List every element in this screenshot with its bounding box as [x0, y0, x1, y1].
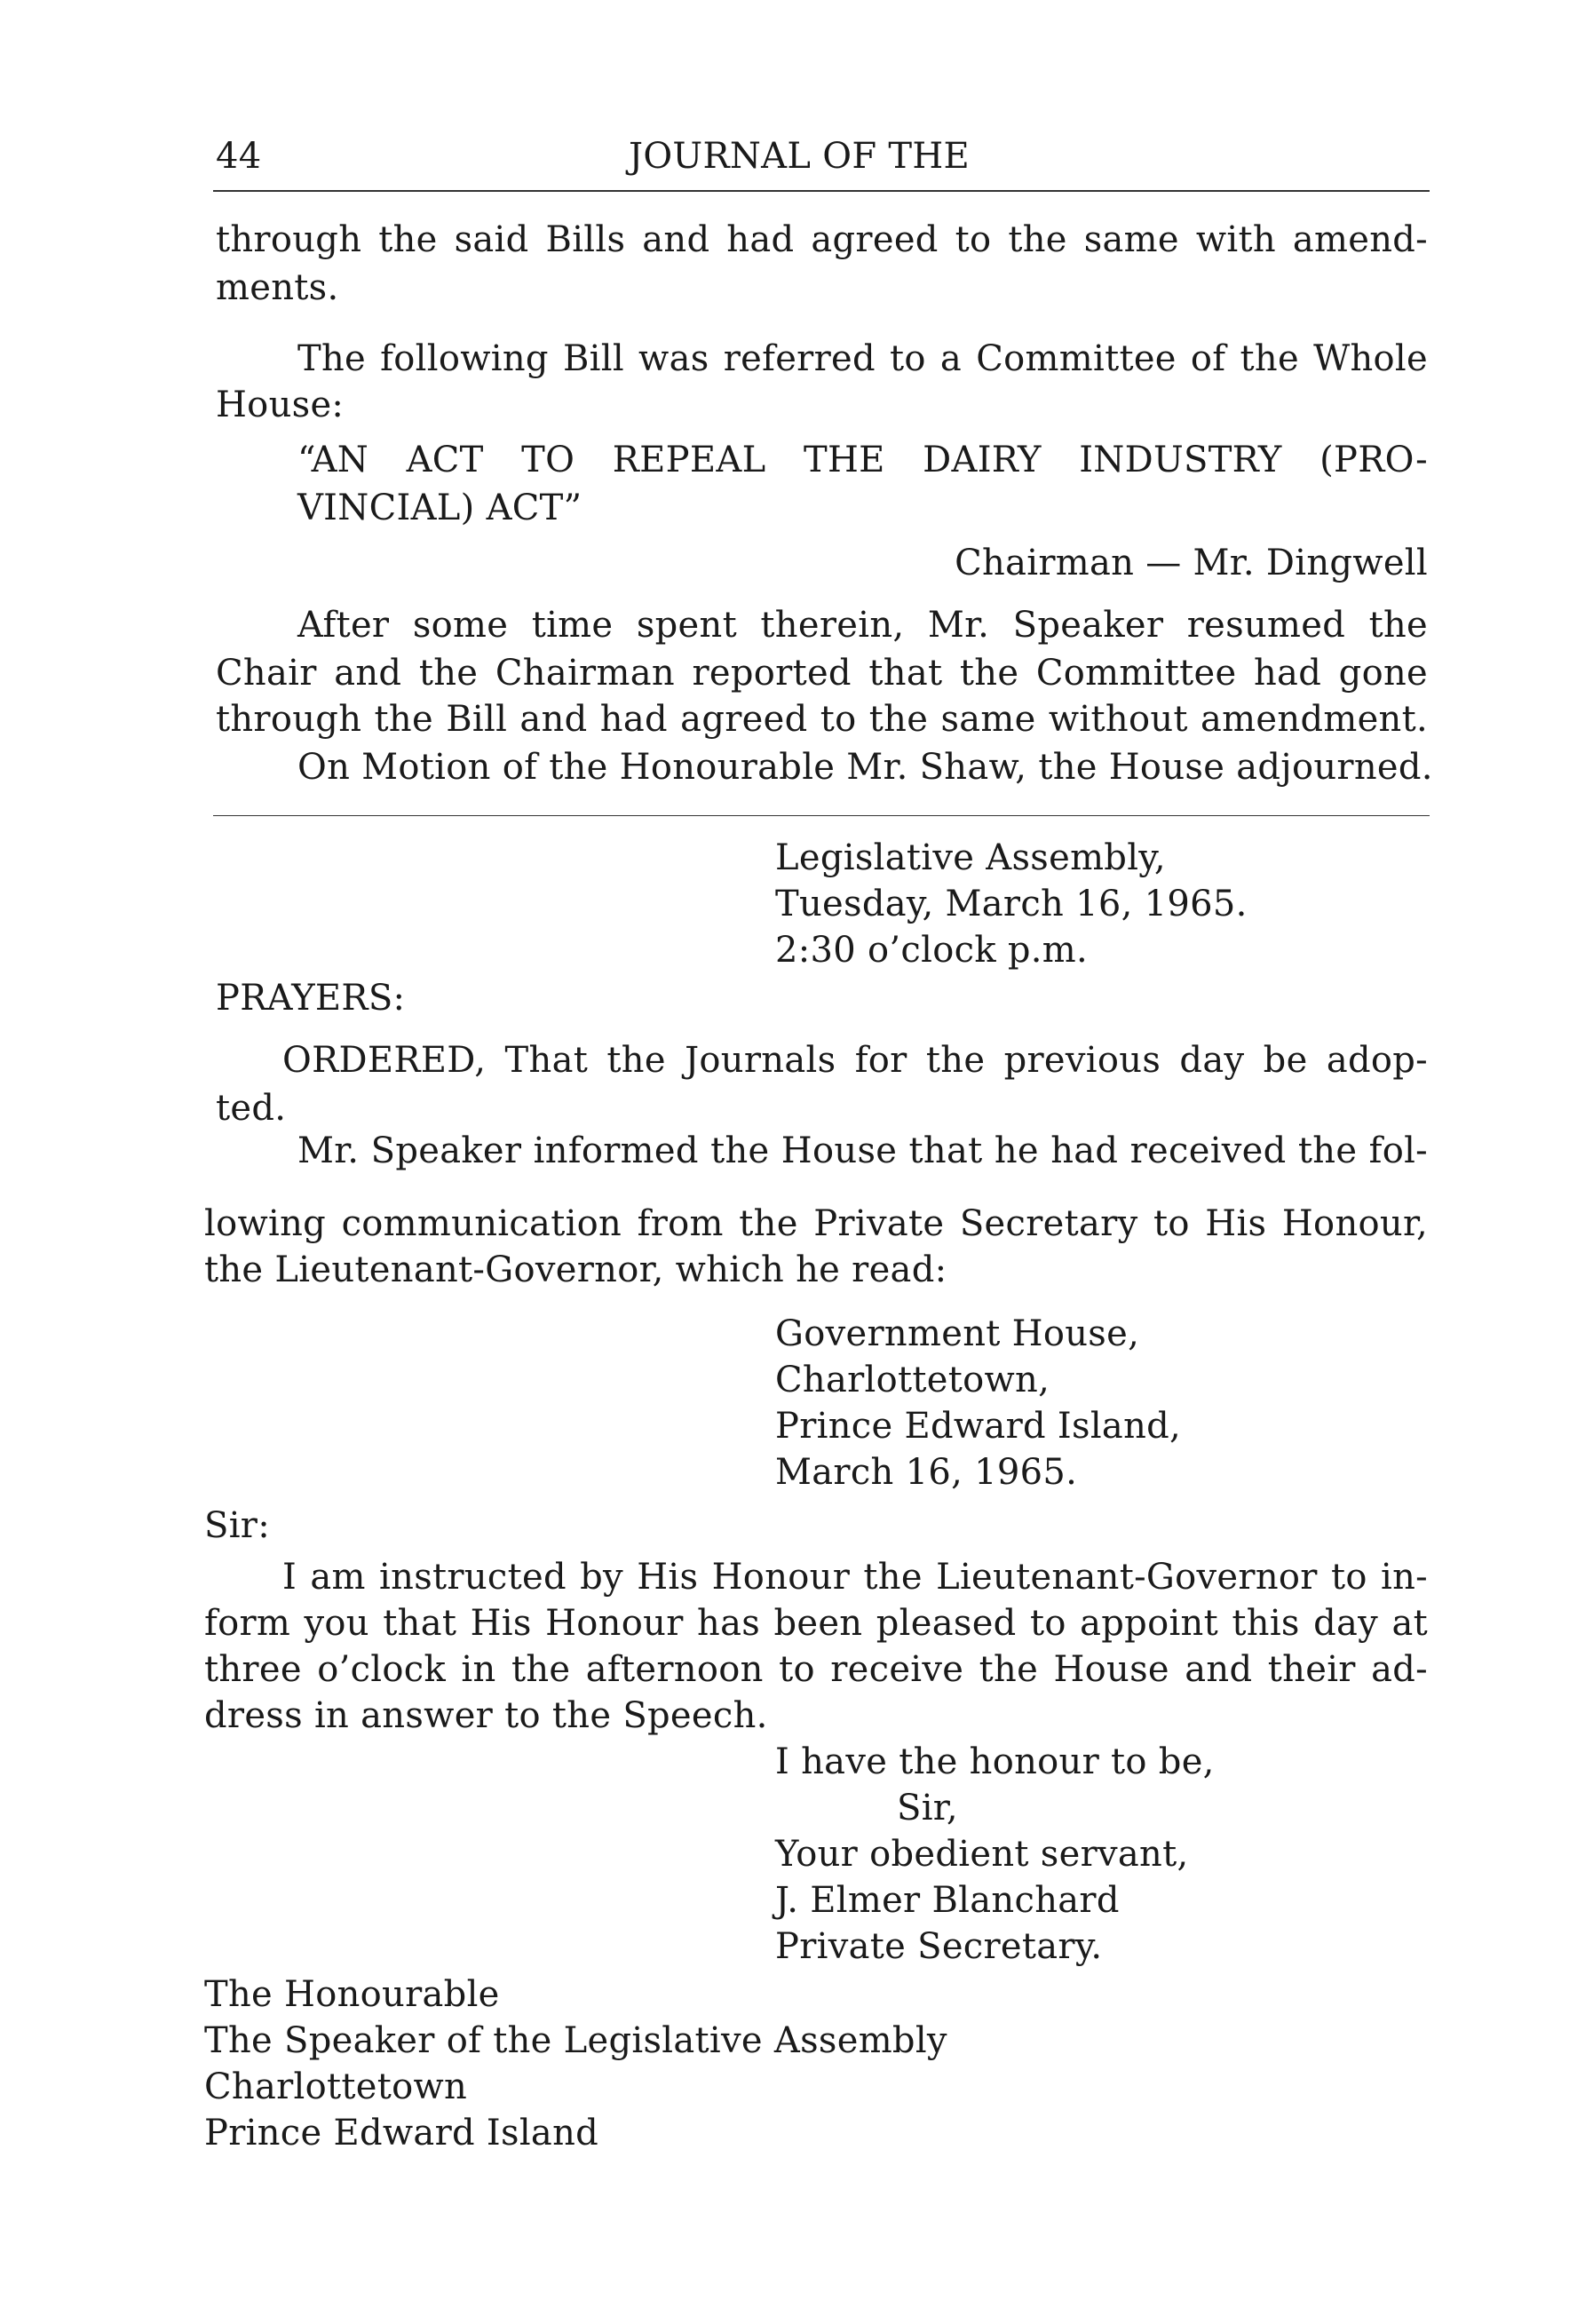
recipient-line: Charlottetown	[204, 2066, 468, 2107]
dateline: 2:30 o’clock p.m.	[775, 930, 1089, 971]
letter-address: Government House,	[775, 1313, 1140, 1354]
letter-line: form you that His Honour has been pleased to appoint this day at	[204, 1603, 1428, 1644]
chairman-line: Chairman — Mr. Dingwell	[955, 543, 1428, 583]
dateline: Tuesday, March 16, 1965.	[775, 884, 1248, 924]
recipient-line: Prince Edward Island	[204, 2113, 599, 2153]
section-rule	[213, 815, 1430, 816]
body-line: After some time spent therein, Mr. Speaker resumed the	[297, 605, 1428, 646]
body-line: Chair and the Chairman reported that the Committee had gone	[216, 653, 1428, 694]
page-number: 44	[216, 136, 262, 177]
running-title: JOURNAL OF THE	[629, 136, 971, 177]
body-line: ted.	[216, 1088, 287, 1129]
body-line: lowing communication from the Private Secretary to His Honour,	[204, 1203, 1428, 1244]
letter-address: Prince Edward Island,	[775, 1406, 1182, 1447]
closing-line: I have the honour to be,	[775, 1741, 1215, 1782]
closing-line: Sir,	[897, 1788, 958, 1828]
letter-address: March 16, 1965.	[775, 1452, 1078, 1493]
body-line: ments.	[216, 267, 339, 308]
body-line: through the Bill and had agreed to the same without amendment.	[216, 699, 1428, 740]
bill-title: “AN ACT TO REPEAL THE DAIRY INDUSTRY (PRO-	[297, 440, 1428, 480]
body-line: through the said Bills and had agreed to the same with amend-	[216, 219, 1428, 260]
body-line: The following Bill was referred to a Committee of the Whole	[297, 338, 1428, 379]
header-rule	[213, 190, 1430, 192]
letter-line: three o’clock in the afternoon to receive the House and their ad-	[204, 1649, 1428, 1690]
prayers-heading: PRAYERS:	[216, 978, 406, 1019]
recipient-line: The Speaker of the Legislative Assembly	[204, 2020, 947, 2061]
letter-line: I am instructed by His Honour the Lieutenant-Governor to in-	[282, 1557, 1428, 1598]
closing-line: Your obedient servant,	[775, 1834, 1189, 1875]
body-line: On Motion of the Honourable Mr. Shaw, the House adjourned.	[297, 747, 1433, 788]
bill-title: VINCIAL) ACT”	[297, 488, 582, 528]
letter-line: dress in answer to the Speech.	[204, 1695, 768, 1736]
signature-title: Private Secretary.	[775, 1926, 1103, 1967]
signature-name: J. Elmer Blanchard	[775, 1880, 1120, 1921]
body-line: House:	[216, 385, 345, 425]
salutation: Sir:	[204, 1505, 270, 1546]
body-line: Mr. Speaker informed the House that he had received the fol-	[297, 1130, 1428, 1171]
letter-address: Charlottetown,	[775, 1360, 1050, 1400]
dateline: Legislative Assembly,	[775, 837, 1166, 878]
body-line: ORDERED, That the Journals for the previous day be adop-	[282, 1040, 1428, 1081]
body-line: the Lieutenant-Governor, which he read:	[204, 1249, 947, 1290]
recipient-line: The Honourable	[204, 1974, 500, 2015]
